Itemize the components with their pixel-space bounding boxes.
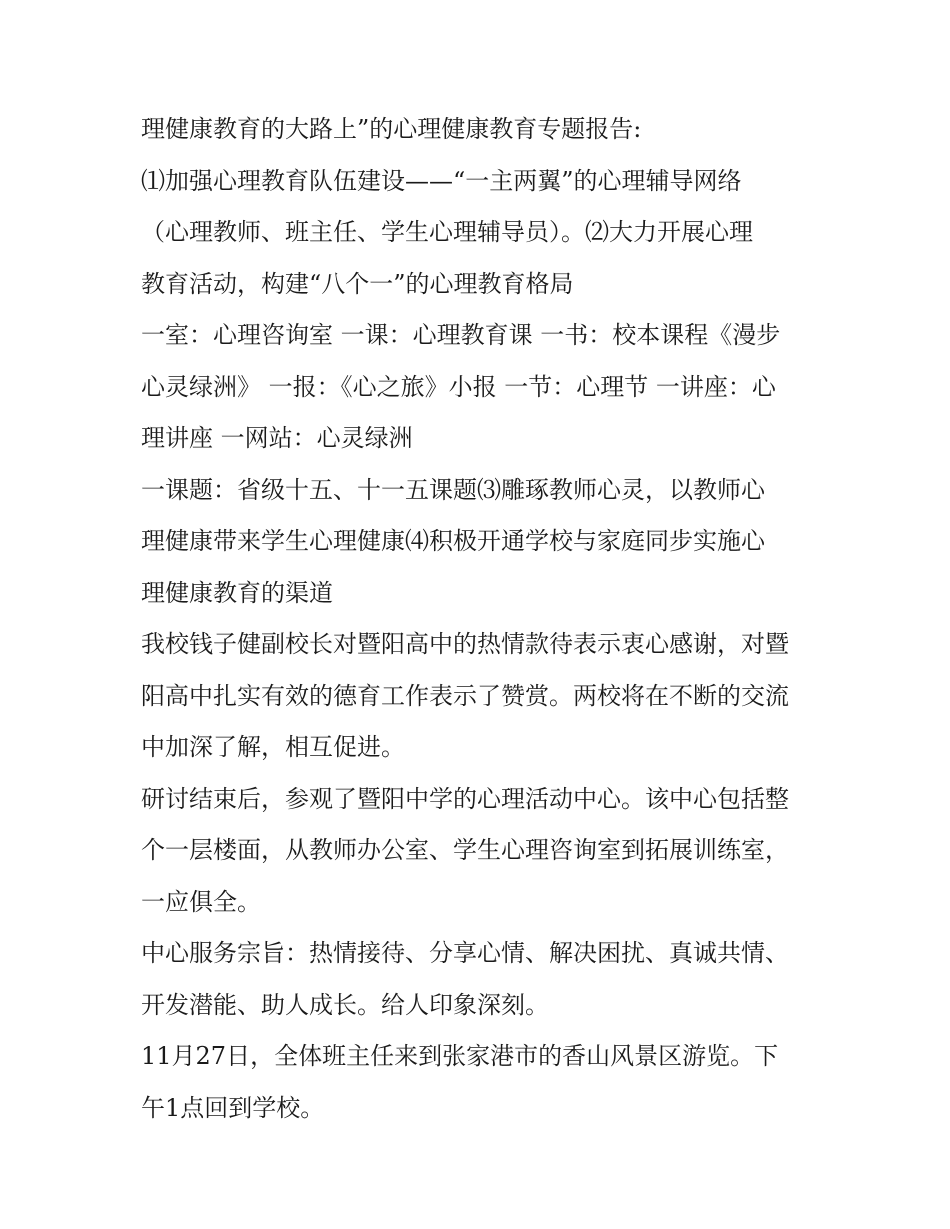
text-line: （心理教师、班主任、学生心理辅导员）。⑵大力开展心理 — [141, 218, 753, 246]
text-line: 11月27日，全体班主任来到张家港市的香山风景区游览。下 — [141, 1042, 779, 1070]
document-body — [141, 104, 821, 1134]
text-line: 一课题：省级十五、十一五课题⑶雕琢教师心灵，以教师心 — [141, 475, 765, 504]
text-line: 理讲座 一网站：心灵绿洲 — [141, 424, 413, 452]
text-line: 理健康带来学生心理健康⑷积极开通学校与家庭同步实施心 — [141, 527, 765, 555]
text-line: 中心服务宗旨：热情接待、分享心情、解决困扰、真诚共情、 — [141, 939, 789, 967]
text-line: 理健康教育的渠道 — [141, 578, 333, 607]
text-line: 研讨结束后，参观了暨阳中学的心理活动中心。该中心包括整 — [141, 784, 789, 813]
text-line: 阳高中扎实有效的德育工作表示了赞赏。两校将在不断的交流 — [141, 681, 789, 710]
text-line: 心灵绿洲》 一报：《心之旅》小报 一节：心理节 一讲座：心 — [141, 372, 776, 401]
text-line: 我校钱子健副校长对暨阳高中的热情款待表示衷心感谢，对暨 — [141, 630, 789, 658]
text-line: 中加深了解，相互促进。 — [141, 733, 405, 761]
text-line: ⑴加强心理教育队伍建设——“一主两翼”的心理辅导网络 — [141, 166, 742, 195]
text-line: 个一层楼面，从教师办公室、学生心理咨询室到拓展训练室， — [141, 836, 789, 864]
text-line: 一应俱全。 — [141, 887, 261, 916]
text-line: 理健康教育的大路上”的心理健康教育专题报告: — [141, 115, 642, 143]
text-line: 开发潜能、助人成长。给人印象深刻。 — [141, 990, 549, 1019]
text-line: 午1点回到学校。 — [141, 1093, 325, 1122]
text-line: 一室：心理咨询室 一课：心理教育课 一书：校本课程《漫步 — [141, 321, 781, 349]
text-line: 教育活动，构建“八个一”的心理教育格局 — [141, 269, 574, 298]
